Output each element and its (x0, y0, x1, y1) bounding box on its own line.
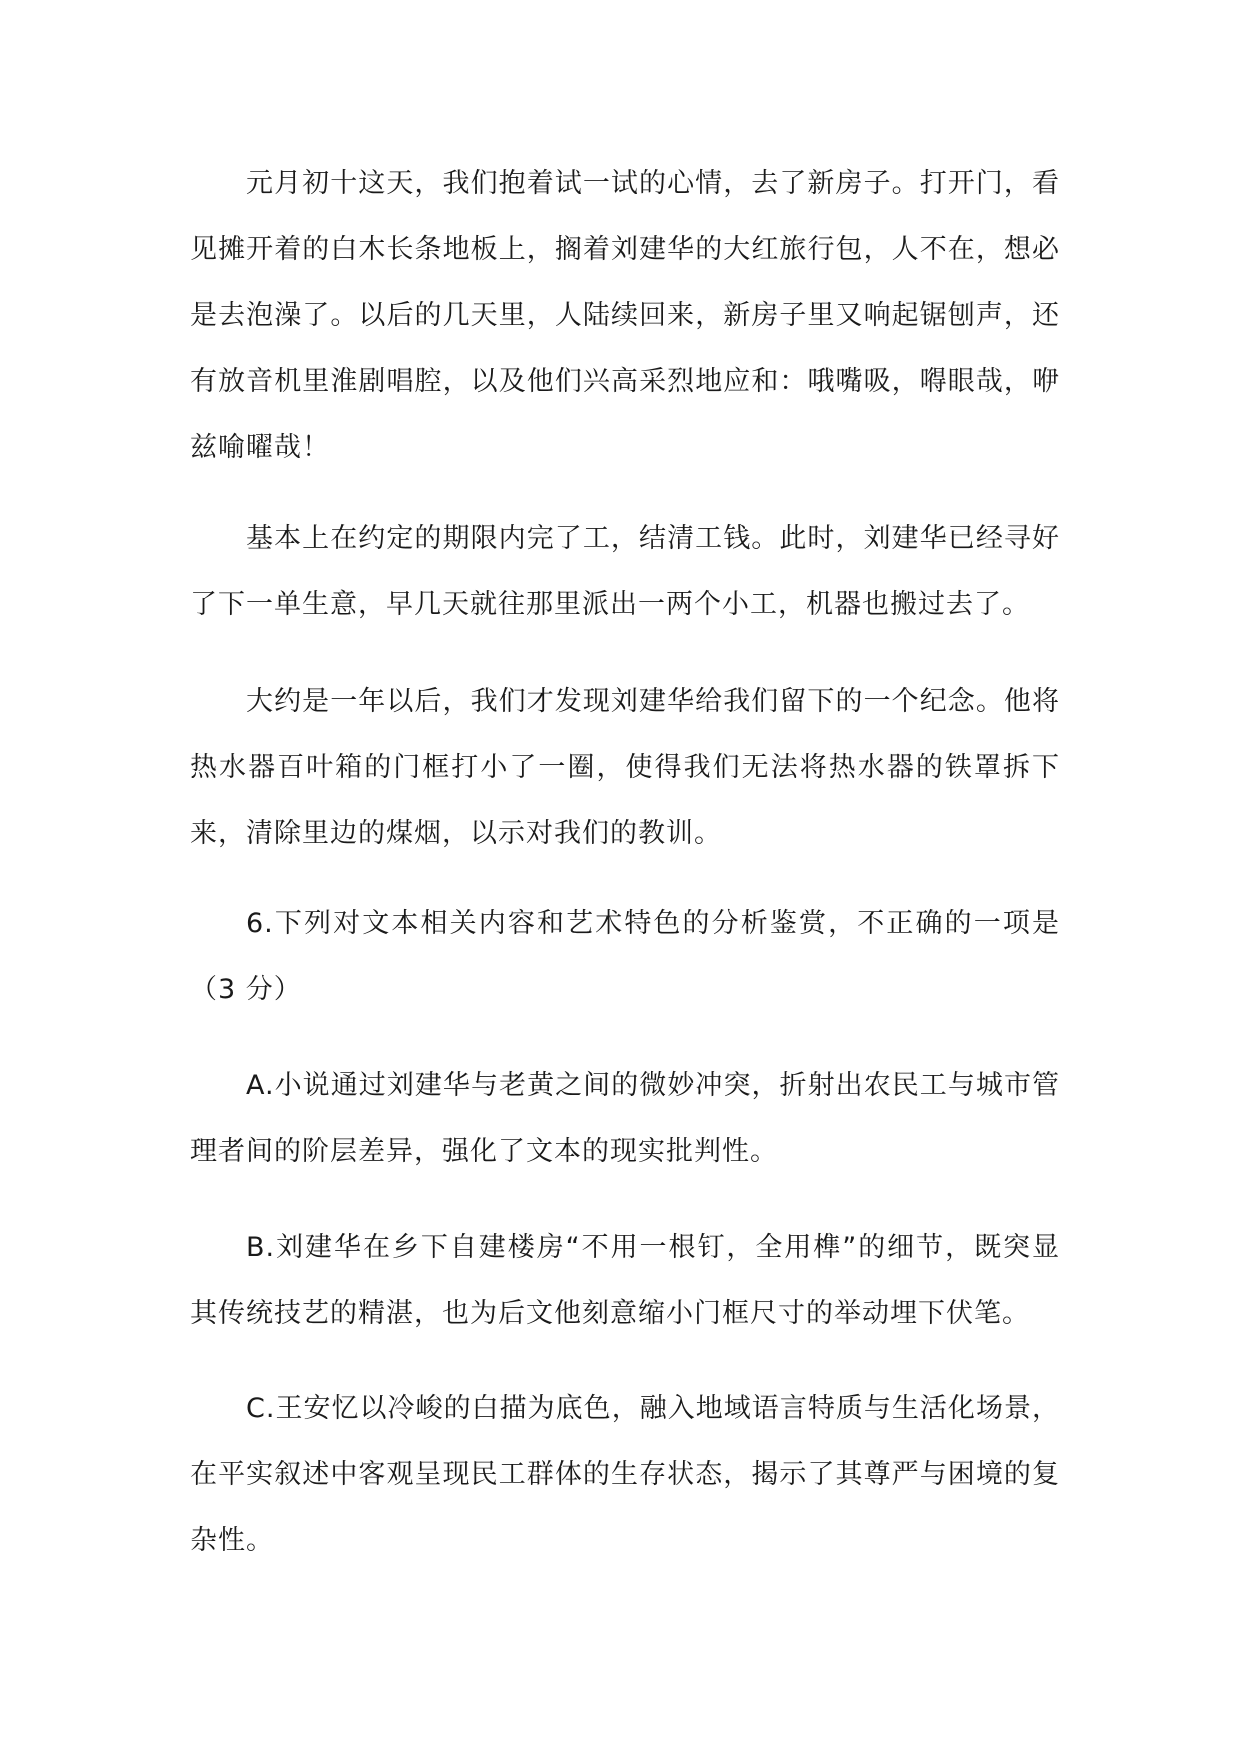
option-a: A.小说通过刘建华与老黄之间的微妙冲突，折射出农民工与城市管理者间的阶层差异，强化了文本的现实批判性。 (190, 1070, 1060, 1167)
paragraph-completion: 基本上在约定的期限内完了工，结清工钱。此时，刘建华已经寻好了下一单生意，早几天就往那里派出一两个小工，机器也搬过去了。 (190, 523, 1060, 620)
option-b: B.刘建华在乡下自建楼房“不用一根钉，全用榫”的细节，既突显其传统技艺的精湛，也为后文他刻意缩小门框尺寸的举动埋下伏笔。 (190, 1232, 1060, 1329)
paragraph-souvenir: 大约是一年以后，我们才发现刘建华给我们留下的一个纪念。他将热水器百叶箱的门框打小了一圈，使得我们无法将热水器的铁罩拆下来，清除里边的煤烟，以示对我们的教训。 (190, 686, 1060, 849)
question-stem: 6.下列对文本相关内容和艺术特色的分析鉴赏，不正确的一项是（3 分） (190, 908, 1060, 1005)
paragraph-new-house: 元月初十这天，我们抱着试一试的心情，去了新房子。打开门，看见摊开着的白木长条地板上，搁着刘建华的大红旅行包，人不在，想必是去泡澡了。以后的几天里，人陆续回来，新房子里又响起锯刨声，还有放音机里淮剧唱腔，以及他们兴高采烈地应和：哦嘴吸，嘚眼哉，咿兹喻曜哉！ (190, 168, 1060, 463)
option-c: C.王安忆以冷峻的白描为底色，融入地域语言特质与生活化场景，在平实叙述中客观呈现民工群体的生存状态，揭示了其尊严与困境的复杂性。 (190, 1393, 1060, 1556)
